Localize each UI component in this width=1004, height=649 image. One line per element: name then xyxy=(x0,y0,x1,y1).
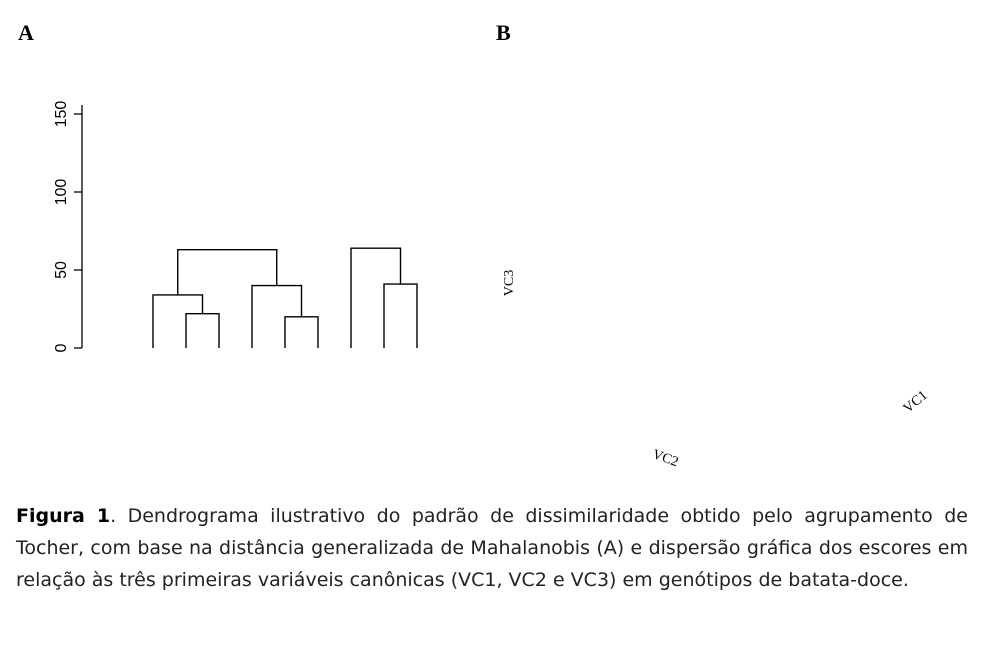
dendrogram-link xyxy=(178,250,277,295)
axis-label-vc3: VC3 xyxy=(502,269,517,297)
dendrogram-link xyxy=(186,314,219,348)
dendrogram-link xyxy=(153,295,203,348)
axis-label-vc1: VC1 xyxy=(900,388,931,417)
panel-label-a: A xyxy=(18,20,34,45)
dendrogram-link xyxy=(285,317,318,348)
y-tick-label: 50 xyxy=(53,261,70,279)
dendrogram-panel xyxy=(0,0,417,352)
y-tick-label: 150 xyxy=(53,100,70,128)
caption-label: Figura 1 xyxy=(16,505,111,527)
dendrogram-link xyxy=(384,284,417,348)
y-tick-label: 100 xyxy=(53,178,70,206)
caption-text: . Dendrograma ilustrativo do padrão de dissimilaridade obtido pelo agrupamento de Tocher, com base na distância generalizada de Mahalanobis (A) e dispersão gráfica dos escores em relação às três primeiras variáveis canônicas (VC1, VC2 e VC3) em genótipos de batata-doce. xyxy=(16,505,968,591)
figure-caption xyxy=(16,500,968,596)
panel-label-b: B xyxy=(496,20,511,45)
y-tick-label: 0 xyxy=(53,343,70,353)
axis-label-vc2: VC2 xyxy=(650,447,681,471)
scatter3d-panel xyxy=(496,20,931,470)
dendrogram-link xyxy=(351,248,401,348)
